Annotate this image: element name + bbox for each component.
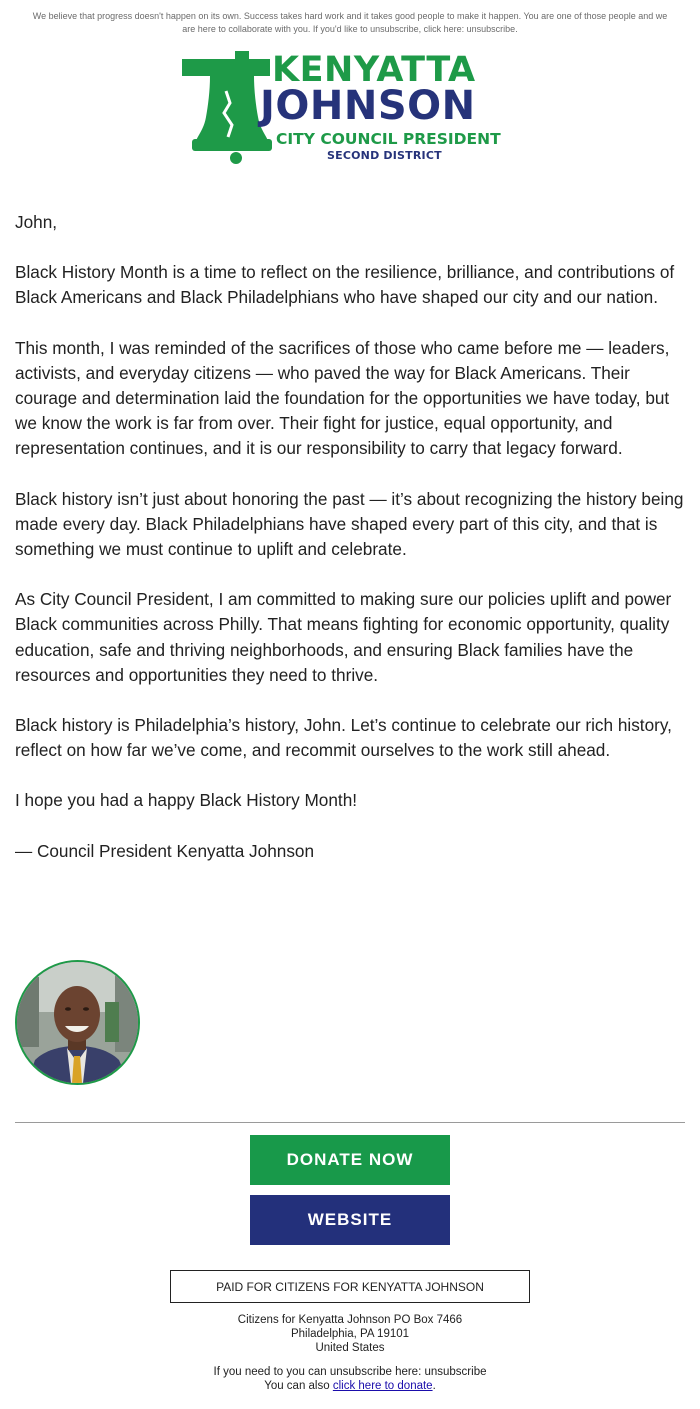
unsubscribe-text: If you need to you can unsubscribe here: unsubscribe xyxy=(213,1366,487,1378)
letter-paragraph: This month, I was reminded of the sacrifices of those who came before me — leaders, activists, and everyday citizens — who paved the way for Black Americans. Their courage and determination laid the foundation for the opportunities we have today, but we know the work is far from over. Their fight for justice, equal opportunity, and representation continues, and it is our responsibility to carry that legacy forward. xyxy=(15,337,670,459)
campaign-logo xyxy=(180,51,520,166)
donate-link[interactable]: click here to donate xyxy=(332,1380,433,1392)
donate-prefix: You can also xyxy=(264,1380,333,1392)
logo-first-name: KENYATTA xyxy=(272,50,476,90)
letter-body xyxy=(15,210,690,889)
paid-for-disclaimer: PAID FOR CITIZENS FOR KENYATTA JOHNSON xyxy=(170,1270,530,1303)
address-line: United States xyxy=(315,1342,385,1354)
signature: — Council President Kenyatta Johnson xyxy=(15,840,315,861)
mailing-address xyxy=(0,1313,700,1355)
letter-paragraph: I hope you had a happy Black History Month! xyxy=(15,790,358,811)
preheader-text: We believe that progress doesn't happen on its own. Success takes hard work and it takes good people to make it happen. You are one of those people and we are here to collaborate with you. If you'd like to unsubscribe, click here: unsubscribe. xyxy=(32,11,668,34)
donate-button[interactable]: DONATE NOW xyxy=(250,1135,450,1185)
logo-last-name: JOHNSON xyxy=(260,83,476,129)
donate-line xyxy=(0,1379,700,1393)
letter-paragraph: Black history is Philadelphia’s history, John. Let’s continue to celebrate our rich history, reflect on how far we’ve come, and recommit ourselves to the work still ahead. xyxy=(15,715,672,761)
divider xyxy=(15,1122,685,1123)
website-button[interactable]: WEBSITE xyxy=(250,1195,450,1245)
footer-links xyxy=(0,1365,700,1393)
avatar xyxy=(15,960,140,1085)
portrait-photo xyxy=(17,962,138,1083)
greeting: John, xyxy=(15,212,58,232)
address-line: Philadelphia, PA 19101 xyxy=(290,1328,410,1340)
letter-paragraph: Black history isn’t just about honoring the past — it’s about recognizing the history being made every day. Black Philadelphians have shaped every part of this city, and that is something we must continue to uplift and celebrate. xyxy=(15,488,684,560)
address-line: Citizens for Kenyatta Johnson PO Box 7466 xyxy=(237,1314,463,1326)
donate-suffix: . xyxy=(432,1380,436,1392)
logo-title: CITY COUNCIL PRESIDENT xyxy=(276,130,501,148)
letter-paragraph: As City Council President, I am committed to making sure our policies uplift and power Black communities across Philly. That means fighting for economic opportunity, quality education, safe and thriving neighborhoods, and ensuring Black families have the resources and opportunities they need to thrive. xyxy=(15,589,672,685)
letter-paragraph: Black History Month is a time to reflect on the resilience, brilliance, and contributions of Black Americans and Black Philadelphians who have shaped our city and our nation. xyxy=(15,262,675,308)
logo-district: SECOND DISTRICT xyxy=(327,149,442,162)
